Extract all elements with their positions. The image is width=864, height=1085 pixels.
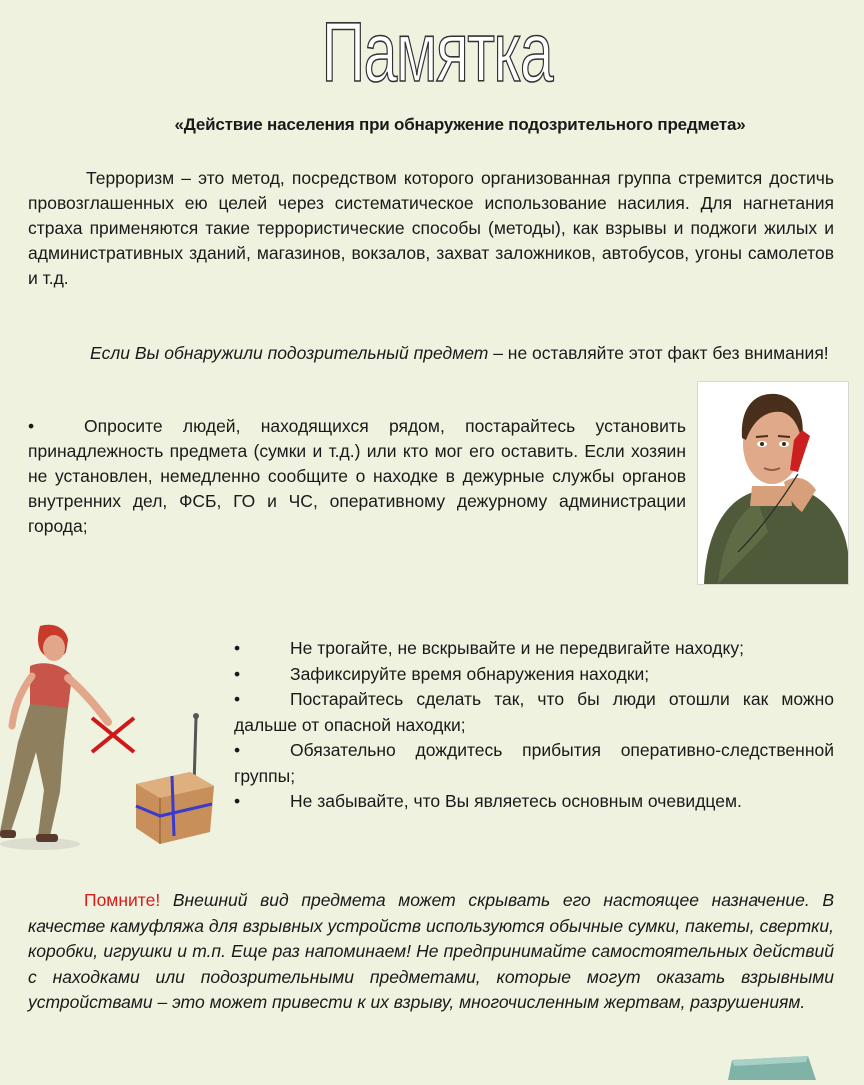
remember-paragraph [28, 888, 834, 1016]
woman-box-illustration [0, 622, 222, 854]
list-item-text: Зафиксируйте время обнаружения находки; [290, 663, 650, 684]
bullet-text: Опросите людей, находящихся рядом, постарайтесь установить принадлежность предмета (сумки и т.д.) или кто мог его оставить. Если хозяин не установлен, немедленно сообщите о находке в дежурные службы органов внутренних дел, ФСБ, ГО и ЧС, оперативному дежурному администрации города; [28, 416, 686, 536]
suspicious-object-intro [28, 341, 834, 366]
remember-text: Внешний вид предмета может скрывать его настоящее назначение. В качестве камуфляжа для взрывных устройств используются обычные сумки, пакеты, свертки, коробки, игрушки и т.п. Еще раз напоминаем! Не предпринимайте самостоятельных действий с находками или подозрительными предметами, которые могут оказать взрывными устройствами – это может привести к их взрыву, многочисленным жертвам, разрушениям. [28, 890, 834, 1012]
bullet-marker: • [28, 416, 35, 436]
page-title: Памятка [321, 5, 553, 99]
bullet-marker: • [234, 791, 241, 811]
man-on-phone-illustration [697, 381, 849, 585]
terrorism-definition: Терроризм – это метод, посредством которого организованная группа стремится достичь провозглашенных ею целей через систематическое использование насилия. Для нагнетания страха применяются такие террористические способы (методы), как взрывы и поджоги жилых и административных зданий, магазинов, вокзалов, захват заложников, автобусов, угоны самолетов и т.д. [28, 168, 834, 288]
list-item [234, 738, 834, 789]
corner-illustration [728, 1056, 816, 1080]
list-item-text: Обязательно дождитесь прибытия оперативно-следственной группы; [234, 740, 834, 786]
list-item-text: Постарайтесь сделать так, что бы люди отошли как можно дальше от опасной находки; [234, 689, 834, 735]
bullet-marker: • [234, 638, 241, 658]
intro-rest: – не оставляйте этот факт без внимания! [488, 343, 829, 363]
bullet-marker: • [234, 740, 241, 760]
list-item [234, 662, 834, 688]
bullet-marker: • [234, 663, 241, 684]
bullet-ask-people [28, 414, 686, 539]
list-item-text: Не забывайте, что Вы являетесь основным очевидцем. [290, 791, 742, 811]
list-item [234, 687, 834, 738]
bullet-marker: • [234, 689, 241, 709]
intro-italic: Если Вы обнаружили подозрительный предмет [90, 343, 489, 363]
list-item [234, 636, 834, 662]
list-item-text: Не трогайте, не вскрывайте и не передвигайте находку; [290, 638, 744, 658]
remember-lead: Помните! [84, 890, 161, 910]
page-subtitle: «Действие населения при обнаружение подозрительного предмета» [174, 115, 746, 134]
action-list [234, 636, 834, 815]
list-item [234, 789, 834, 815]
